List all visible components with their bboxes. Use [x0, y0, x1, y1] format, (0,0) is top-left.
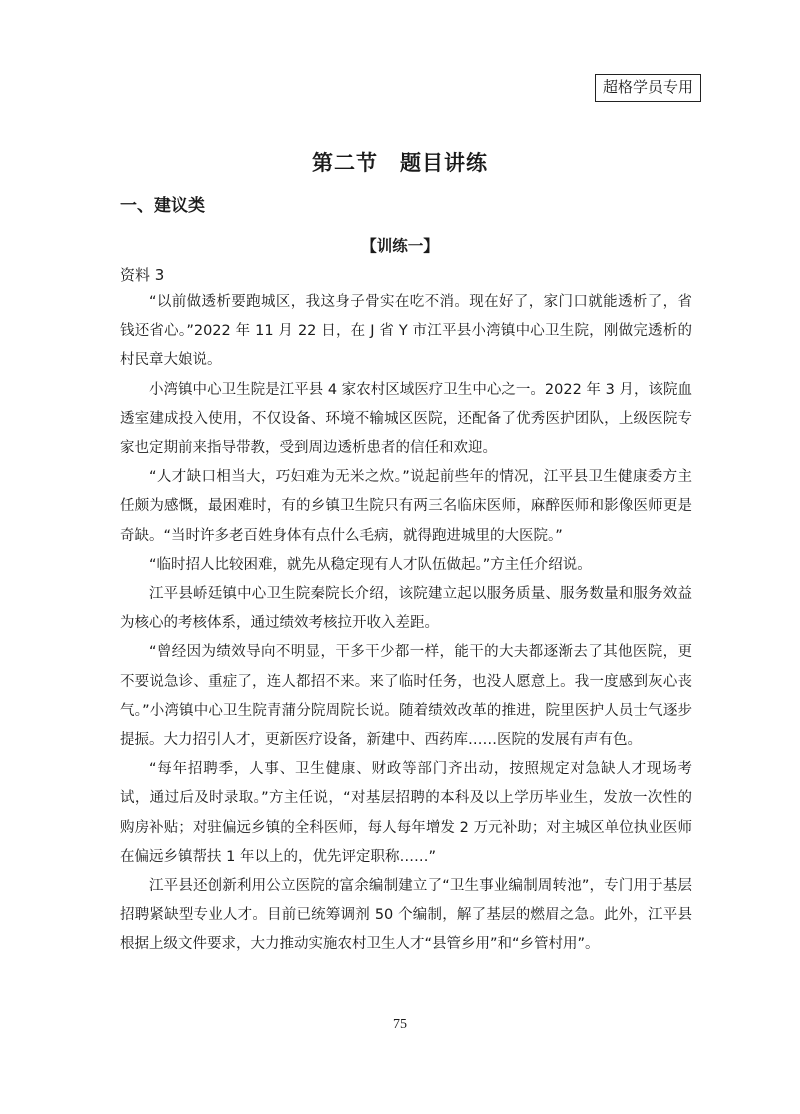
- paragraph: 江平县峤廷镇中心卫生院秦院长介绍，该院建立起以服务质量、服务数量和服务效益为核心的考核体系，通过绩效考核拉开收入差距。: [120, 586, 692, 632]
- section-title: 第二节 题目讲练: [312, 151, 488, 175]
- paragraph: “曾经因为绩效导向不明显，干多干少都一样，能干的大夫都逐渐去了其他医院，更不要说急诊、重症了，连人都招不来。来了临时任务，也没人愿意上。我一度感到灰心丧气。”小湾镇中心卫生院青蒲分院周院长说。随着绩效改革的推进，院里医护人员士气逐步提振。大力招引人才，更新医疗设备，新建中、西药库……医院的发展有声有色。: [120, 644, 692, 749]
- training-title: 【训练一】: [361, 237, 439, 255]
- paragraph: “每年招聘季，人事、卫生健康、财政等部门齐出动，按照规定对急缺人才现场考试，通过后及时录取。”方主任说，“对基层招聘的本科及以上学历毕业生，发放一次性的购房补贴；对驻偏远乡镇的全科医师，每人每年增发 2 万元补助；对主城区单位执业医师在偏远乡镇帮扶 1 年以上的，优先评定职称……”: [120, 761, 692, 865]
- paragraph: “人才缺口相当大，巧妇难为无米之炊。”说起前些年的情况，江平县卫生健康委方主任颇为感慨，最困难时，有的乡镇卫生院只有两三名临床医师，麻醉医师和影像医师更是奇缺。“当时许多老百姓身体有点什么毛病，就得跑进城里的大医院。”: [120, 469, 692, 544]
- paragraph: 江平县还创新利用公立医院的富余编制建立了“卫生事业编制周转池”，专门用于基层招聘紧缺型专业人才。目前已统筹调剂 50 个编制，解了基层的燃眉之急。此外，江平县根据上级文件要求，大力推动实施农村卫生人才“县管乡用”和“乡管村用”。: [120, 878, 692, 953]
- paragraph: “以前做透析要跑城区，我这身子骨实在吃不消。现在好了，家门口就能透析了，省钱还省心。”2022 年 11 月 22 日，在 J 省 Y 市江平县小湾镇中心卫生院，刚做完透析的村民章大娘说。: [120, 294, 692, 369]
- paragraph: 小湾镇中心卫生院是江平县 4 家农村区域医疗卫生中心之一。2022 年 3 月，该院血透室建成投入使用，不仅设备、环境不输城区医院，还配备了优秀医护团队，上级医院专家也定期前来指导带教，受到周边透析患者的信任和欢迎。: [120, 381, 692, 457]
- source-label: 资料 3: [120, 266, 165, 284]
- page-number: 75: [393, 1017, 407, 1032]
- paragraph: “临时招人比较困难，就先从稳定现有人才队伍做起。”方主任介绍说。: [149, 556, 592, 573]
- student-exclusive-badge: 超格学员专用: [595, 74, 701, 102]
- subsection-title: 一、建议类: [120, 196, 205, 216]
- material-body: [120, 288, 692, 960]
